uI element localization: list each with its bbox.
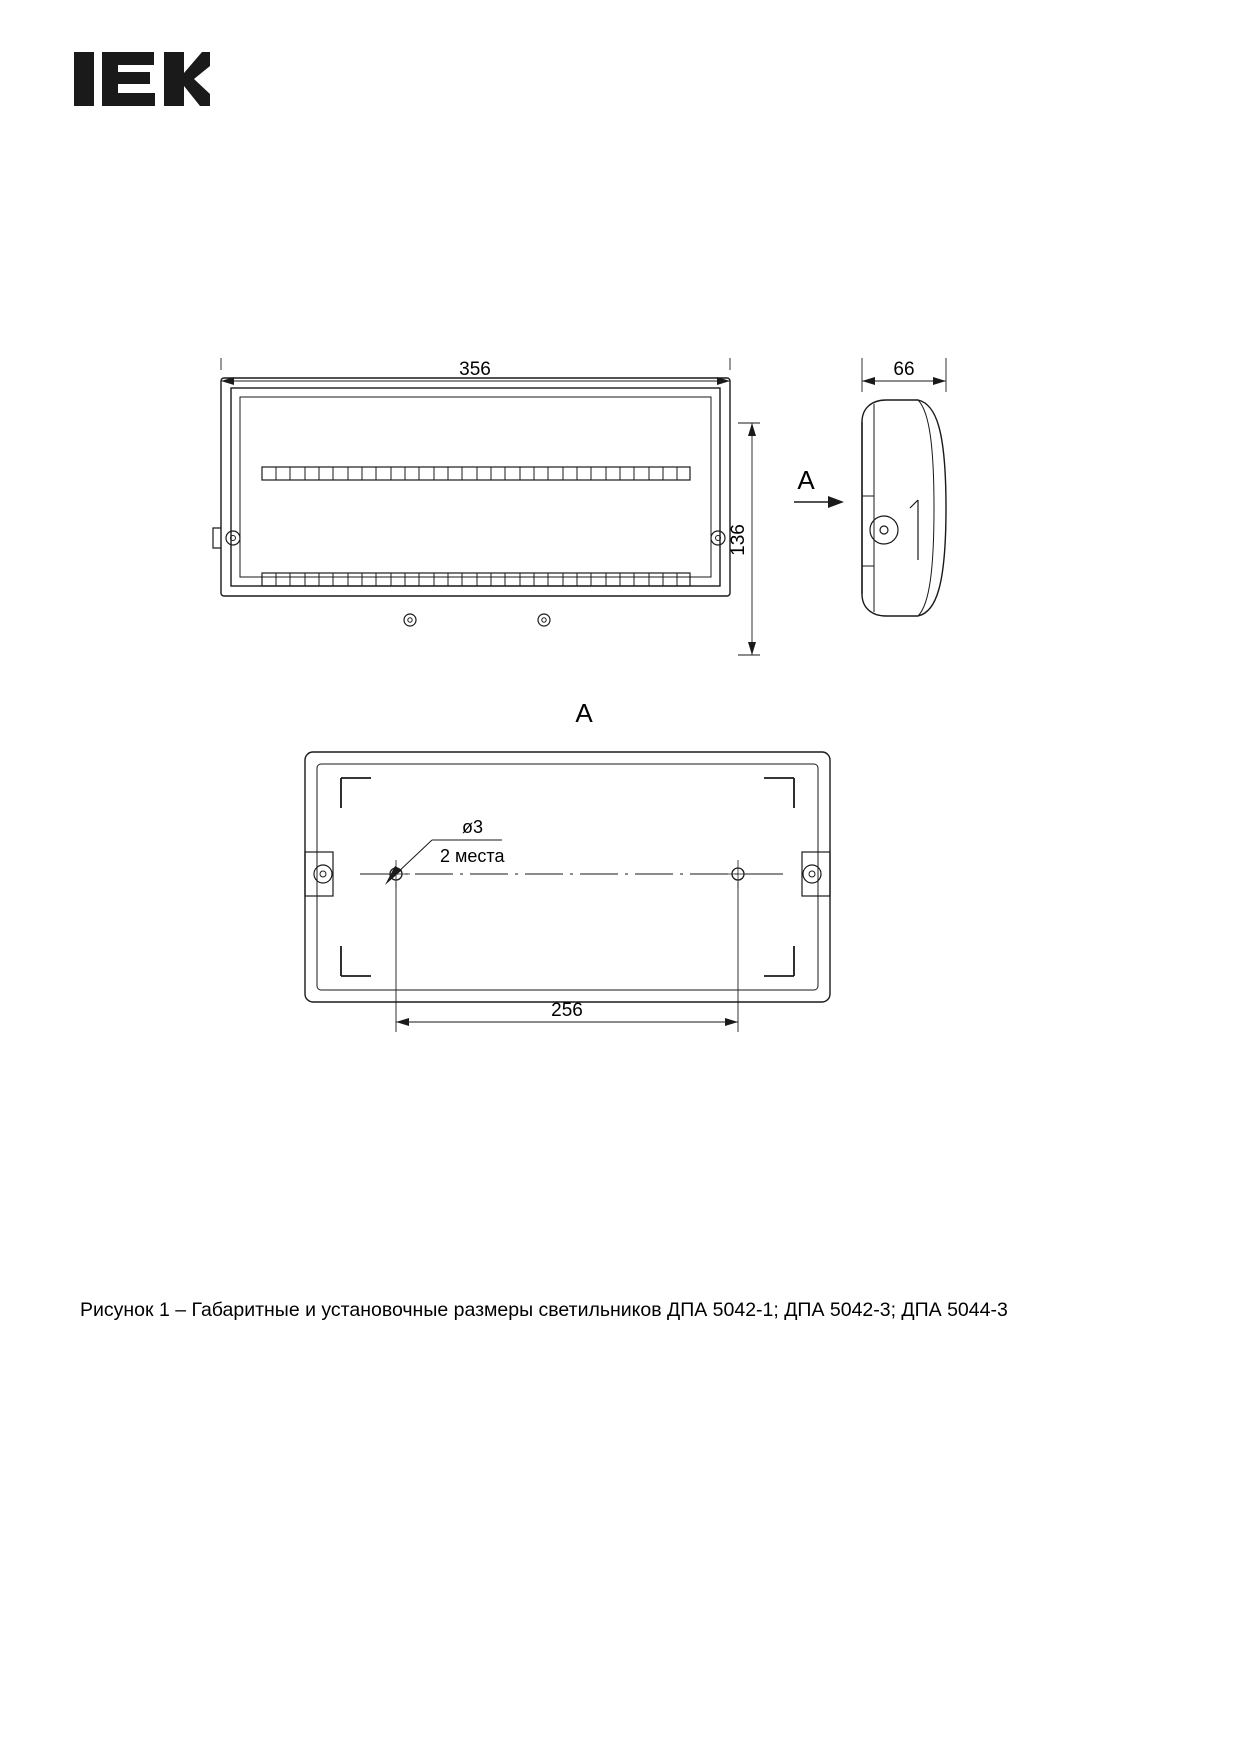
front-view-dimensions	[221, 358, 760, 655]
dimension-front-height: 136	[728, 524, 749, 556]
dimension-hole-spacing: 256	[551, 1000, 583, 1021]
section-arrow-a	[794, 496, 844, 508]
section-view-label: A	[575, 698, 593, 728]
section-a-view	[305, 752, 830, 1002]
front-view	[213, 378, 730, 626]
hole-diameter-label: ø3	[462, 817, 484, 837]
side-view	[862, 400, 946, 616]
dimension-side-width: 66	[893, 359, 915, 380]
figure-caption: Рисунок 1 – Габаритные и установочные размеры светильников ДПА 5042-1; ДПА 5042-3; ДПА 5044-3	[80, 1299, 1008, 1321]
hole-count-note: 2 места	[440, 846, 505, 866]
dimension-front-width: 356	[459, 359, 491, 380]
section-arrow-label: A	[797, 465, 815, 495]
